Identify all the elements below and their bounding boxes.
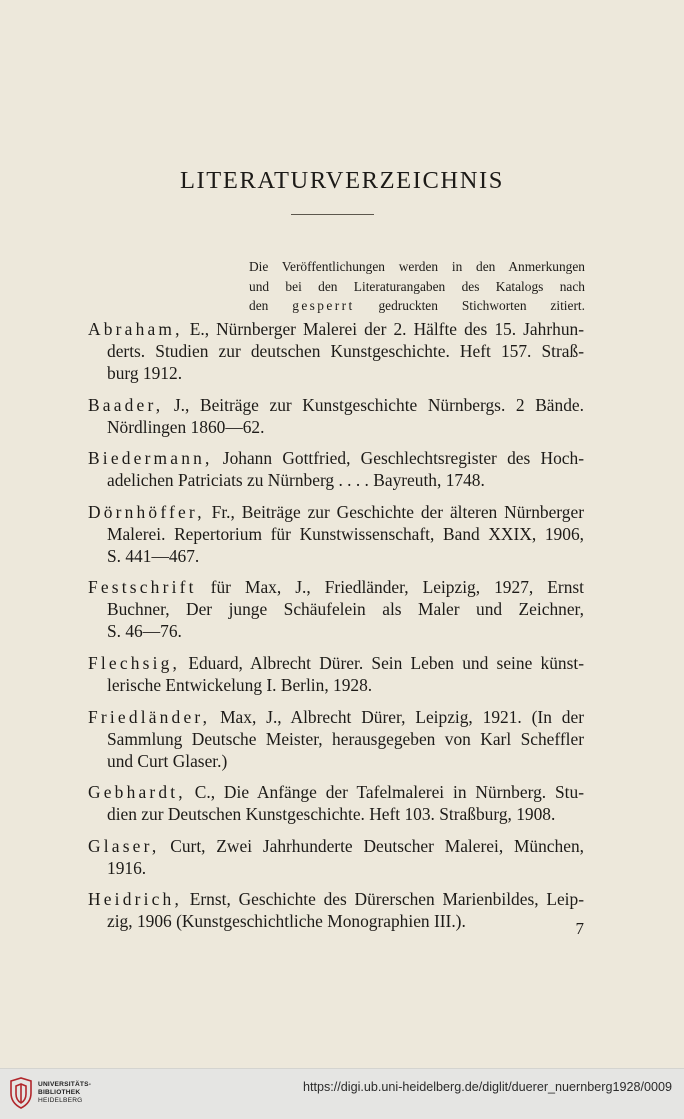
entry-line: derts. Studien zur deutschen Kunstgeschichte. Heft 157. Straß- [107, 341, 584, 361]
entry-line: Malerei. Repertorium für Kunstwissenschaft, Band XXIX, 1906, [107, 523, 584, 544]
entry-text: J., Beiträge zur Kunstgeschichte Nürnbergs. 2 Bände. [163, 394, 584, 415]
entry-text: E., Nürnberger Malerei der 2. Hälfte des 15. Jahrhun- [182, 319, 584, 339]
bibliography-entry [88, 888, 584, 932]
entry-line: dien zur Deutschen Kunstgeschichte. Heft 103. Straßburg, 1908. [107, 804, 556, 825]
entry-line [88, 835, 584, 857]
logo-line-1: UNIVERSITÄTS- [38, 1081, 92, 1088]
bibliography-entry [88, 501, 584, 567]
entry-line [88, 447, 584, 469]
bibliography-entry [88, 576, 584, 642]
entry-line [88, 652, 584, 674]
title-divider [291, 214, 374, 215]
entry-text: für Max, J., Friedländer, Leipzig, 1927, Ernst [196, 577, 584, 598]
entry-text: Max, J., Albrecht Dürer, Leipzig, 1921. (In der [210, 706, 584, 727]
entry-line: 1916. [107, 857, 147, 878]
entry-text: Fr., Beiträge zur Geschichte der älteren Nürnberger [204, 501, 584, 522]
author-name: Friedländer, [88, 706, 211, 727]
entry-line: zig, 1906 (Kunstgeschichtliche Monographien III.). [107, 911, 466, 932]
entry-line: Buchner, Der junge Schäufelein als Maler und Zeichner, [107, 599, 584, 620]
entry-text: C., Die Anfänge der Tafelmalerei in Nürnberg. Stu- [185, 782, 584, 803]
heidelberg-logo-icon [8, 1077, 34, 1109]
entry-line [88, 394, 584, 416]
entry-line: burg 1912. [107, 363, 183, 383]
author-name: Baader, [88, 394, 164, 415]
entry-line [88, 318, 584, 340]
bibliography-entry [88, 318, 584, 384]
entry-line [88, 576, 584, 598]
author-name: Biedermann, [88, 448, 213, 469]
note-line-3-prefix: den [249, 298, 269, 314]
logo-line-3: HEIDELBERG [38, 1096, 83, 1104]
entry-text: Johann Gottfried, Geschlechtsregister des Hoch- [212, 448, 584, 469]
note-line-2: und bei den Literaturangaben des Katalogs nach [249, 278, 585, 294]
introductory-note [249, 257, 585, 316]
author-name: Flechsig, [88, 652, 181, 673]
entry-line [88, 781, 584, 803]
author-name: Abraham, [88, 319, 183, 339]
bibliography-entry [88, 652, 584, 696]
note-spaced-word: gesperrt [292, 298, 355, 314]
note-line-1: Die Veröffentlichungen werden in den Anmerkungen [249, 259, 585, 274]
entry-line: S. 46—76. [107, 621, 182, 642]
bibliography-entry [88, 447, 584, 491]
entry-line: lerische Entwickelung I. Berlin, 1928. [107, 674, 373, 695]
entry-text: Curt, Zwei Jahrhunderte Deutscher Malerei, München, [159, 835, 584, 856]
bibliography-entry [88, 706, 584, 772]
entry-line [88, 888, 584, 910]
entry-line: Sammlung Deutsche Meister, herausgegeben von Karl Scheffler [107, 728, 584, 749]
note-line-3 [249, 296, 585, 316]
entry-line: Nördlingen 1860—62. [107, 416, 265, 437]
bibliography-entry [88, 394, 584, 438]
bibliography-entry [88, 781, 584, 825]
logo-line-2: BIBLIOTHEK [38, 1088, 81, 1096]
entry-line: adelichen Patriciats zu Nürnberg . . . . Bayreuth, 1748. [107, 470, 485, 491]
page-number: 7 [575, 919, 584, 938]
author-name: Glaser, [88, 835, 160, 856]
author-name: Heidrich, [88, 889, 182, 910]
author-name: Gebhardt, [88, 782, 186, 803]
bibliography-list [88, 318, 584, 942]
author-name: Festschrift [88, 577, 197, 598]
page-title: LITERATURVERZEICHNIS [179, 167, 504, 194]
bibliography-entry [88, 835, 584, 879]
permalink-url[interactable]: https://digi.ub.uni-heidelberg.de/diglit/duerer_nuernberg1928/0009 [303, 1080, 672, 1094]
note-line-3-suffix: gedruckten Stichworten zitiert. [378, 298, 585, 314]
entry-line [88, 706, 584, 728]
library-logo-text [38, 1081, 91, 1104]
entry-text: Eduard, Albrecht Dürer. Sein Leben und seine künst- [180, 652, 584, 673]
entry-line: und Curt Glaser.) [107, 750, 228, 771]
entry-text: Ernst, Geschichte des Dürerschen Marienbildes, Leip- [182, 889, 584, 910]
library-footer [0, 1068, 684, 1119]
entry-line [88, 501, 584, 523]
author-name: Dörnhöffer, [88, 501, 205, 522]
entry-line: S. 441—467. [107, 545, 200, 566]
